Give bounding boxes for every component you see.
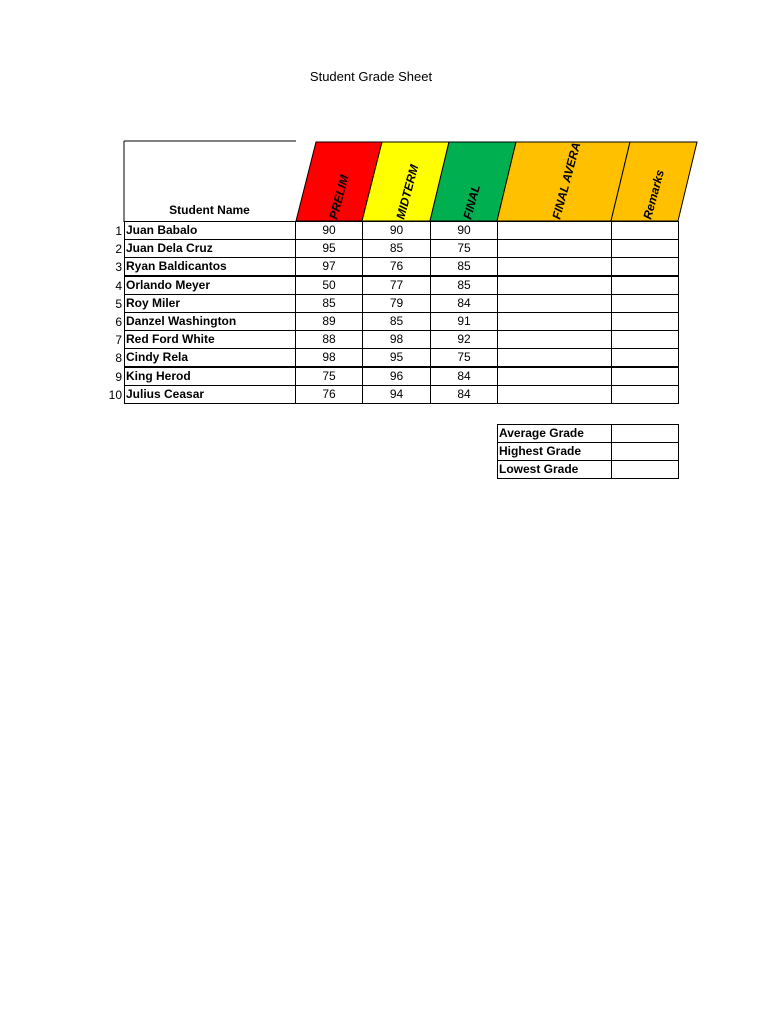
student-name-cell[interactable]: Julius Ceasar <box>124 385 296 404</box>
final-cell[interactable]: 91 <box>430 312 498 331</box>
prelim-cell[interactable]: 90 <box>295 221 363 240</box>
row-number: 7 <box>115 333 122 347</box>
summary-value-cell[interactable] <box>611 424 679 443</box>
prelim-cell[interactable]: 76 <box>295 385 363 404</box>
row-number: 8 <box>115 351 122 365</box>
remarks-cell[interactable] <box>611 276 679 295</box>
summary-label: Lowest Grade <box>497 460 612 479</box>
final-average-cell[interactable] <box>497 330 612 349</box>
remarks-cell[interactable] <box>611 385 679 404</box>
row-number: 5 <box>115 297 122 311</box>
prelim-cell[interactable]: 98 <box>295 348 363 367</box>
header-remarks-label: Remarks <box>640 168 668 221</box>
row-number: 4 <box>115 279 122 293</box>
final-average-cell[interactable] <box>497 221 612 240</box>
prelim-cell[interactable]: 88 <box>295 330 363 349</box>
sheet-title: Student Grade Sheet <box>309 69 433 84</box>
final-average-cell[interactable] <box>497 367 612 386</box>
remarks-cell[interactable] <box>611 221 679 240</box>
midterm-cell[interactable]: 79 <box>362 294 431 313</box>
remarks-cell[interactable] <box>611 294 679 313</box>
summary-value-cell[interactable] <box>611 442 679 461</box>
final-cell[interactable]: 84 <box>430 367 498 386</box>
student-name-cell[interactable]: Juan Babalo <box>124 221 296 240</box>
summary-label: Highest Grade <box>497 442 612 461</box>
prelim-cell[interactable]: 95 <box>295 239 363 258</box>
midterm-cell[interactable]: 76 <box>362 257 431 276</box>
row-number: 6 <box>115 315 122 329</box>
row-number: 3 <box>115 260 122 274</box>
midterm-cell[interactable]: 90 <box>362 221 431 240</box>
prelim-cell[interactable]: 75 <box>295 367 363 386</box>
final-cell[interactable]: 75 <box>430 348 498 367</box>
student-name-cell[interactable]: Roy Miler <box>124 294 296 313</box>
final-average-cell[interactable] <box>497 276 612 295</box>
final-cell[interactable]: 75 <box>430 239 498 258</box>
final-cell[interactable]: 84 <box>430 385 498 404</box>
student-name-cell[interactable]: Juan Dela Cruz <box>124 239 296 258</box>
remarks-cell[interactable] <box>611 367 679 386</box>
midterm-cell[interactable]: 85 <box>362 312 431 331</box>
prelim-cell[interactable]: 85 <box>295 294 363 313</box>
final-cell[interactable]: 92 <box>430 330 498 349</box>
prelim-cell[interactable]: 89 <box>295 312 363 331</box>
student-name-cell[interactable]: Ryan Baldicantos <box>124 257 296 276</box>
remarks-cell[interactable] <box>611 348 679 367</box>
remarks-cell[interactable] <box>611 312 679 331</box>
remarks-cell[interactable] <box>611 239 679 258</box>
row-number: 1 <box>115 224 122 238</box>
summary-value-cell[interactable] <box>611 460 679 479</box>
midterm-cell[interactable]: 77 <box>362 276 431 295</box>
midterm-cell[interactable]: 96 <box>362 367 431 386</box>
final-cell[interactable]: 85 <box>430 257 498 276</box>
student-name-cell[interactable]: Danzel Washington <box>124 312 296 331</box>
row-number: 2 <box>115 242 122 256</box>
header-prelim-label: PRELIM <box>326 173 352 221</box>
summary-label: Average Grade <box>497 424 612 443</box>
midterm-cell[interactable]: 85 <box>362 239 431 258</box>
midterm-cell[interactable]: 95 <box>362 348 431 367</box>
final-cell[interactable]: 90 <box>430 221 498 240</box>
student-name-cell[interactable]: King Herod <box>124 367 296 386</box>
final-average-cell[interactable] <box>497 239 612 258</box>
final-cell[interactable]: 84 <box>430 294 498 313</box>
final-average-cell[interactable] <box>497 348 612 367</box>
final-average-cell[interactable] <box>497 312 612 331</box>
remarks-cell[interactable] <box>611 330 679 349</box>
header-final-average-label: FINAL AVERA <box>549 140 584 221</box>
header-midterm-label: MIDTERM <box>393 163 422 221</box>
student-name-cell[interactable]: Cindy Rela <box>124 348 296 367</box>
row-number: 9 <box>115 370 122 384</box>
final-average-cell[interactable] <box>497 294 612 313</box>
prelim-cell[interactable]: 50 <box>295 276 363 295</box>
prelim-cell[interactable]: 97 <box>295 257 363 276</box>
student-name-cell[interactable]: Red Ford White <box>124 330 296 349</box>
row-number: 10 <box>108 388 122 402</box>
midterm-cell[interactable]: 94 <box>362 385 431 404</box>
final-average-cell[interactable] <box>497 257 612 276</box>
header-band <box>0 0 768 230</box>
header-final-label: FINAL <box>460 183 484 221</box>
student-name-cell[interactable]: Orlando Meyer <box>124 276 296 295</box>
student-name-header: Student Name <box>169 203 250 217</box>
remarks-cell[interactable] <box>611 257 679 276</box>
final-average-cell[interactable] <box>497 385 612 404</box>
midterm-cell[interactable]: 98 <box>362 330 431 349</box>
final-cell[interactable]: 85 <box>430 276 498 295</box>
